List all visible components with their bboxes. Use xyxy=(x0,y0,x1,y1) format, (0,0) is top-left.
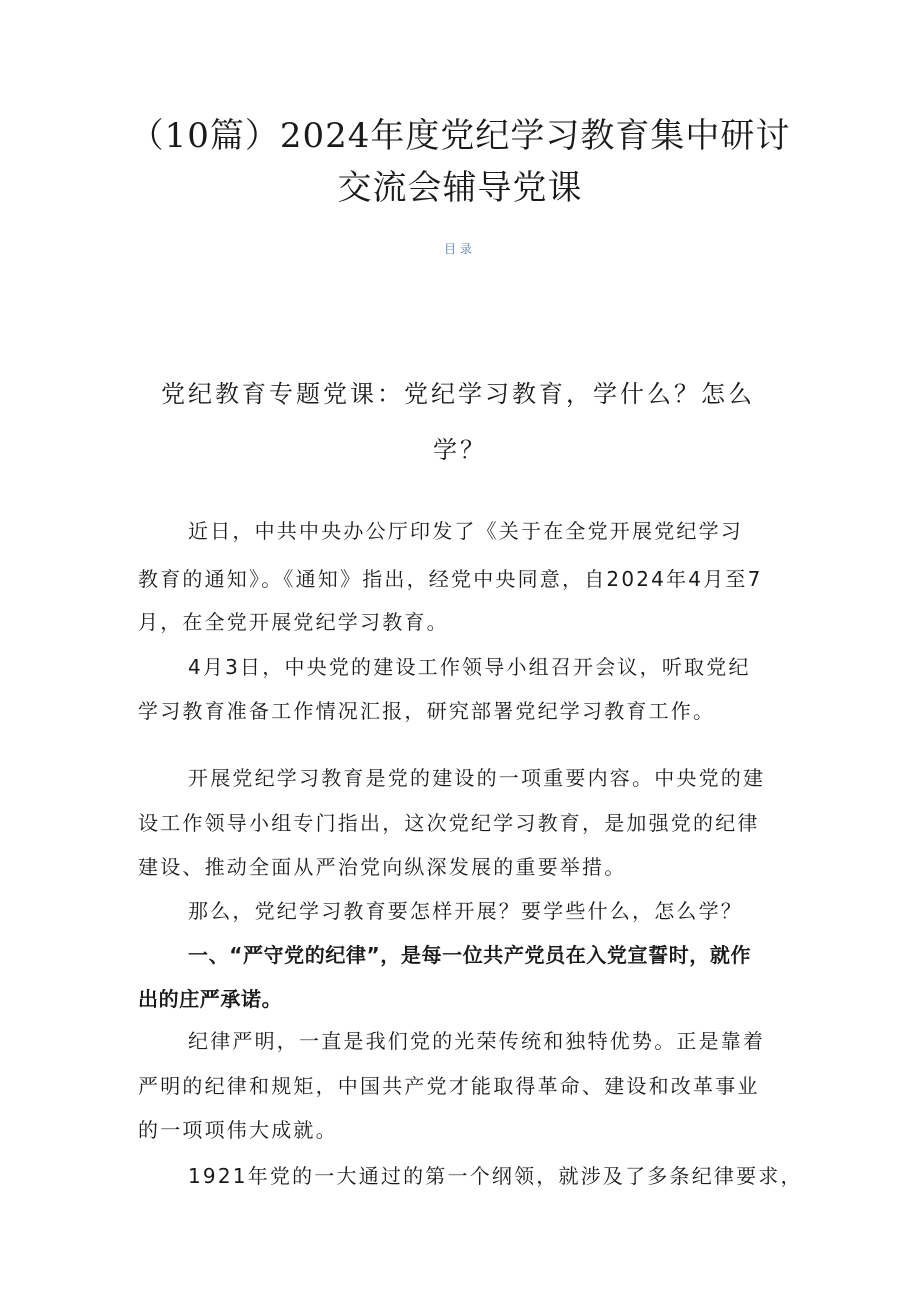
section-title-line-2: 学？ xyxy=(433,436,487,464)
paragraph-1-line-1: 近日，中共中央办公厅印发了《关于在全党开展党纪学习 xyxy=(188,519,743,543)
paragraph-3-line-2: 设工作领导小组专门指出，这次党纪学习教育，是加强党的纪律 xyxy=(138,811,760,835)
heading-1-line-2: 出的庄严承诺。 xyxy=(138,987,283,1011)
paragraph-2-line-1: 4月3日，中央党的建设工作领导小组召开会议，听取党纪 xyxy=(188,655,751,679)
table-of-contents-link[interactable]: 目录 xyxy=(443,242,476,256)
paragraph-5-line-3: 的一项项伟大成就。 xyxy=(138,1118,338,1142)
section-title-line-1: 党纪教育专题党课：党纪学习教育，学什么？怎么 xyxy=(161,380,755,408)
heading-1-line-1: 一、“严守党的纪律”，是每一位共产党员在入党宣誓时，就作 xyxy=(188,943,752,967)
paragraph-5-line-2: 严明的纪律和规矩，中国共产党才能取得革命、建设和改革事业 xyxy=(138,1074,760,1098)
document-title-line-1: （10篇）2024年度党纪学习教育集中研讨 xyxy=(129,116,791,156)
paragraph-1-line-2: 教育的通知》。《通知》指出，经党中央同意，自2024年4月至7 xyxy=(138,567,763,591)
paragraph-3-line-3: 建设、推动全面从严治党向纵深发展的重要举措。 xyxy=(138,855,627,879)
paragraph-3-line-1: 开展党纪学习教育是党的建设的一项重要内容。中央党的建 xyxy=(188,766,766,790)
paragraph-6-line-1: 1921年党的一大通过的第一个纲领，就涉及了多条纪律要求， xyxy=(188,1164,803,1188)
paragraph-2-line-2: 学习教育准备工作情况汇报，研究部署党纪学习教育工作。 xyxy=(138,699,716,723)
document-title-line-2: 交流会辅导党课 xyxy=(337,168,583,208)
paragraph-1-line-3: 月，在全党开展党纪学习教育。 xyxy=(138,610,449,634)
paragraph-5-line-1: 纪律严明，一直是我们党的光荣传统和独特优势。正是靠着 xyxy=(188,1029,766,1053)
paragraph-4-line-1: 那么，党纪学习教育要怎样开展？要学些什么，怎么学？ xyxy=(188,899,743,923)
